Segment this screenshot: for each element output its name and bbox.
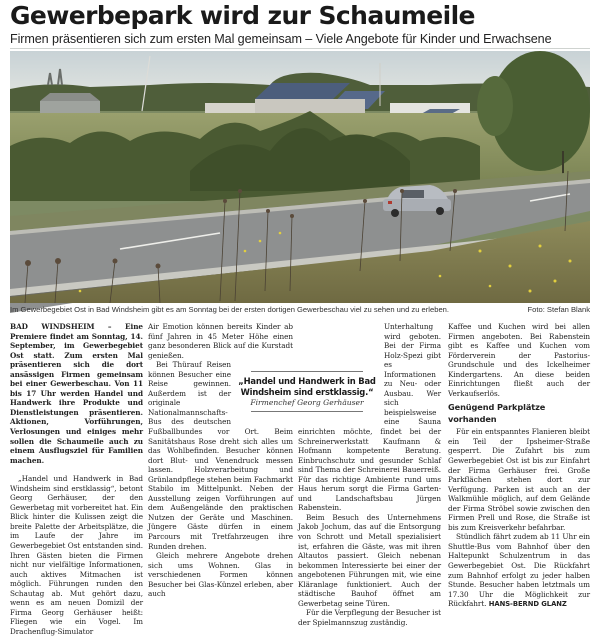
article-paragraph: „Handel und Handwerk in Bad Windsheim sind erstklassig“, betont Georg Gerhäuser, der den Gewerbetag mit vorbereitet hat. Ein Blick hinter die Kulissen zeigt die breite Palette der Arbeitsplätze, die im Laufe der Jahre im Gewerbegebiet Ost entstanden sind. Ihren Gästen bieten die Firmen nicht nur vielfältige Informationen, auch aktives Mitmachen ist möglich. Führungen runden den Schautag ab. Mut gehört dazu, wenn es am neuen Domizil der Firma Georg Gerhäuser heißt: Fliegen wie ein Vogel. Im Drachenflug-Simulator xyxy=(10,474,143,636)
section-heading: Genügend Parkplätze vorhanden xyxy=(448,402,546,425)
article-column-4 xyxy=(448,322,590,610)
article-paragraph-text: Stündlich fährt zudem ab 11 Uhr ein Shuttle-Bus vom Bahnhof über den Haltepunkt Schulzentrum in das Gewerbegebiet Ost. Die Rückfahrt zum Bahnhof erfolgt zu jeder halben Stunde. Besucher haben letztmals um 17.30 Uhr die Möglichkeit zur Rückfahrt. xyxy=(448,532,590,609)
headline: Gewerbepark wird zur Schaumeile xyxy=(10,1,475,30)
photo-caption-bar xyxy=(10,305,590,319)
article-paragraph xyxy=(448,532,590,609)
pull-quote-rule xyxy=(251,411,363,412)
pull-quote xyxy=(232,371,382,421)
article-paragraph: Für ein entspanntes Flanieren bleibt ein Teil der Ipsheimer-Straße gesperrt. Die Zufahrt bis zum Gewerbegebiet Ost ist bis zur Einfahrt der Firma Gerhäuser frei. Große Parkflächen stehen dort zur Verfügung. Parken ist auch an der Walkmühle möglich, auf dem Gelände der Firma Ströbel sowie zwischen den Firmen Prell und Rose, die Straße ist bis zum Kreisverkehr befahrbar. xyxy=(448,427,590,532)
article-paragraph: Beim Besuch des Unternehmens Jakob Jochum, das auf die Entsorgung von Schrott und Metall spezialisiert ist, erfahren die Gäste, was mit ihren Altautos passiert. Gleich nebenan bekommen Interessierte bei einer der angebotenen Führungen mit, wie eine Kläranlage funktioniert. Auch der städtische Bauhof öffnet am Gewerbetag seine Türen. xyxy=(298,512,441,608)
article-column-1 xyxy=(10,322,143,637)
photo-credit: Foto: Stefan Blank xyxy=(527,305,590,314)
article-column-3 xyxy=(298,322,441,628)
article-column-2 xyxy=(148,322,293,599)
header-divider xyxy=(10,48,590,49)
pull-quote-author: Firmenchef Georg Gerhäuser xyxy=(250,398,364,407)
article-lead: BAD WINDSHEIM – Eine Premiere findet am Sonntag, 14. September, im Gewerbegebiet Ost statt. Zum ersten Mal präsentieren sich die dort ansässigen Firmen gemeinsam bei einer Gewerbeschau. Von 11 bis 17 Uhr werden Handel und Handwerk ihre Produkte und Dienstleistungen präsentieren. Aktionen, Vorführungen, Verlosungen und einiges mehr sollen die Schaumeile auch zu einem Ausflugsziel für Familien machen. xyxy=(10,322,143,465)
article-paragraph: Bei Thürauf Reisen können Besucher eine Reise gewinnen. Außerdem ist der originale Nationalmannschafts-Bus des deutschen Fußballbundes vor Ort. Beim Sanitätshaus Rose dreht sich alles um das Wohlbefinden. Besucher können dort Blut- und Venendruck messen lassen. Holzverarbeitung und Grünlandpflege stehen beim Fachmarkt Stabilo im Mittelpunkt. Neben der Ausstellung zeigen Vorführungen auf dem Außengelände den praktischen Nutzen der Geräte und Maschinen. Jüngere Gäste dürfen in einem Parcours mit Tretfahrzeugen ihre Runden drehen. xyxy=(148,360,293,551)
pull-quote-rule xyxy=(251,371,363,372)
article-paragraph: Air Emotion können bereits Kinder ab fünf Jahren in 45 Meter Höhe einen ganz besonderen Blick auf die Kurstadt genießen. xyxy=(148,322,293,360)
article-paragraph: Für die Verpflegung der Besucher ist der Spielmannszug zuständig. xyxy=(298,608,441,627)
article-paragraph: Unterhaltung wird geboten. Bei der Firma Holz-Spezi gibt es Informationen zu Neu- oder Ausbau. Wer sich beispielsweise eine Sauna einrichten möchte, findet bei der Schreinerwerkstatt Kaufmann & Hofmann kompetente Beratung. Einbruchschutz und gesunder Schlaf sind Thema der Schreinerei Bauerreiß. Für das richtige Ambiente rund ums Haus herum sorgt die Firma Garten- und Landschaftsbau Jürgen Rabenstein. xyxy=(298,322,441,513)
subheadline: Firmen präsentieren sich zum ersten Mal gemeinsam – Viele Angebote für Kinder und Erwachsene xyxy=(10,32,552,46)
article-photo xyxy=(10,51,590,303)
article-paragraph: Gleich mehrere Angebote drehen sich ums Wohnen. Glas in verschiedenen Formen können Besucher bei Glas-Künzel erleben, aber auch xyxy=(148,551,293,599)
author-byline: HANS-BERND GLANZ xyxy=(488,600,567,609)
pull-quote-text: „Handel und Handwerk in Bad Windsheim sind erstklassig.“ xyxy=(238,376,376,397)
tree xyxy=(477,76,513,136)
article-paragraph: Kaffee und Kuchen wird bei allen Firmen angeboten. Bei Rabenstein gibt es Kaffee und Kuchen vom Förderverein der Pastorius-Grundschule und des Ickelheimer Kindergartens. An diese beiden Einrichtungen fließt auch der Verkaufserlös. xyxy=(448,322,590,398)
photo-caption: Im Gewerbegebiet Ost in Bad Windsheim gibt es am Sonntag bei der ersten dortigen Gewerbeschau viel zu sehen und zu erleben. xyxy=(10,305,449,314)
photo-scene xyxy=(10,51,590,303)
